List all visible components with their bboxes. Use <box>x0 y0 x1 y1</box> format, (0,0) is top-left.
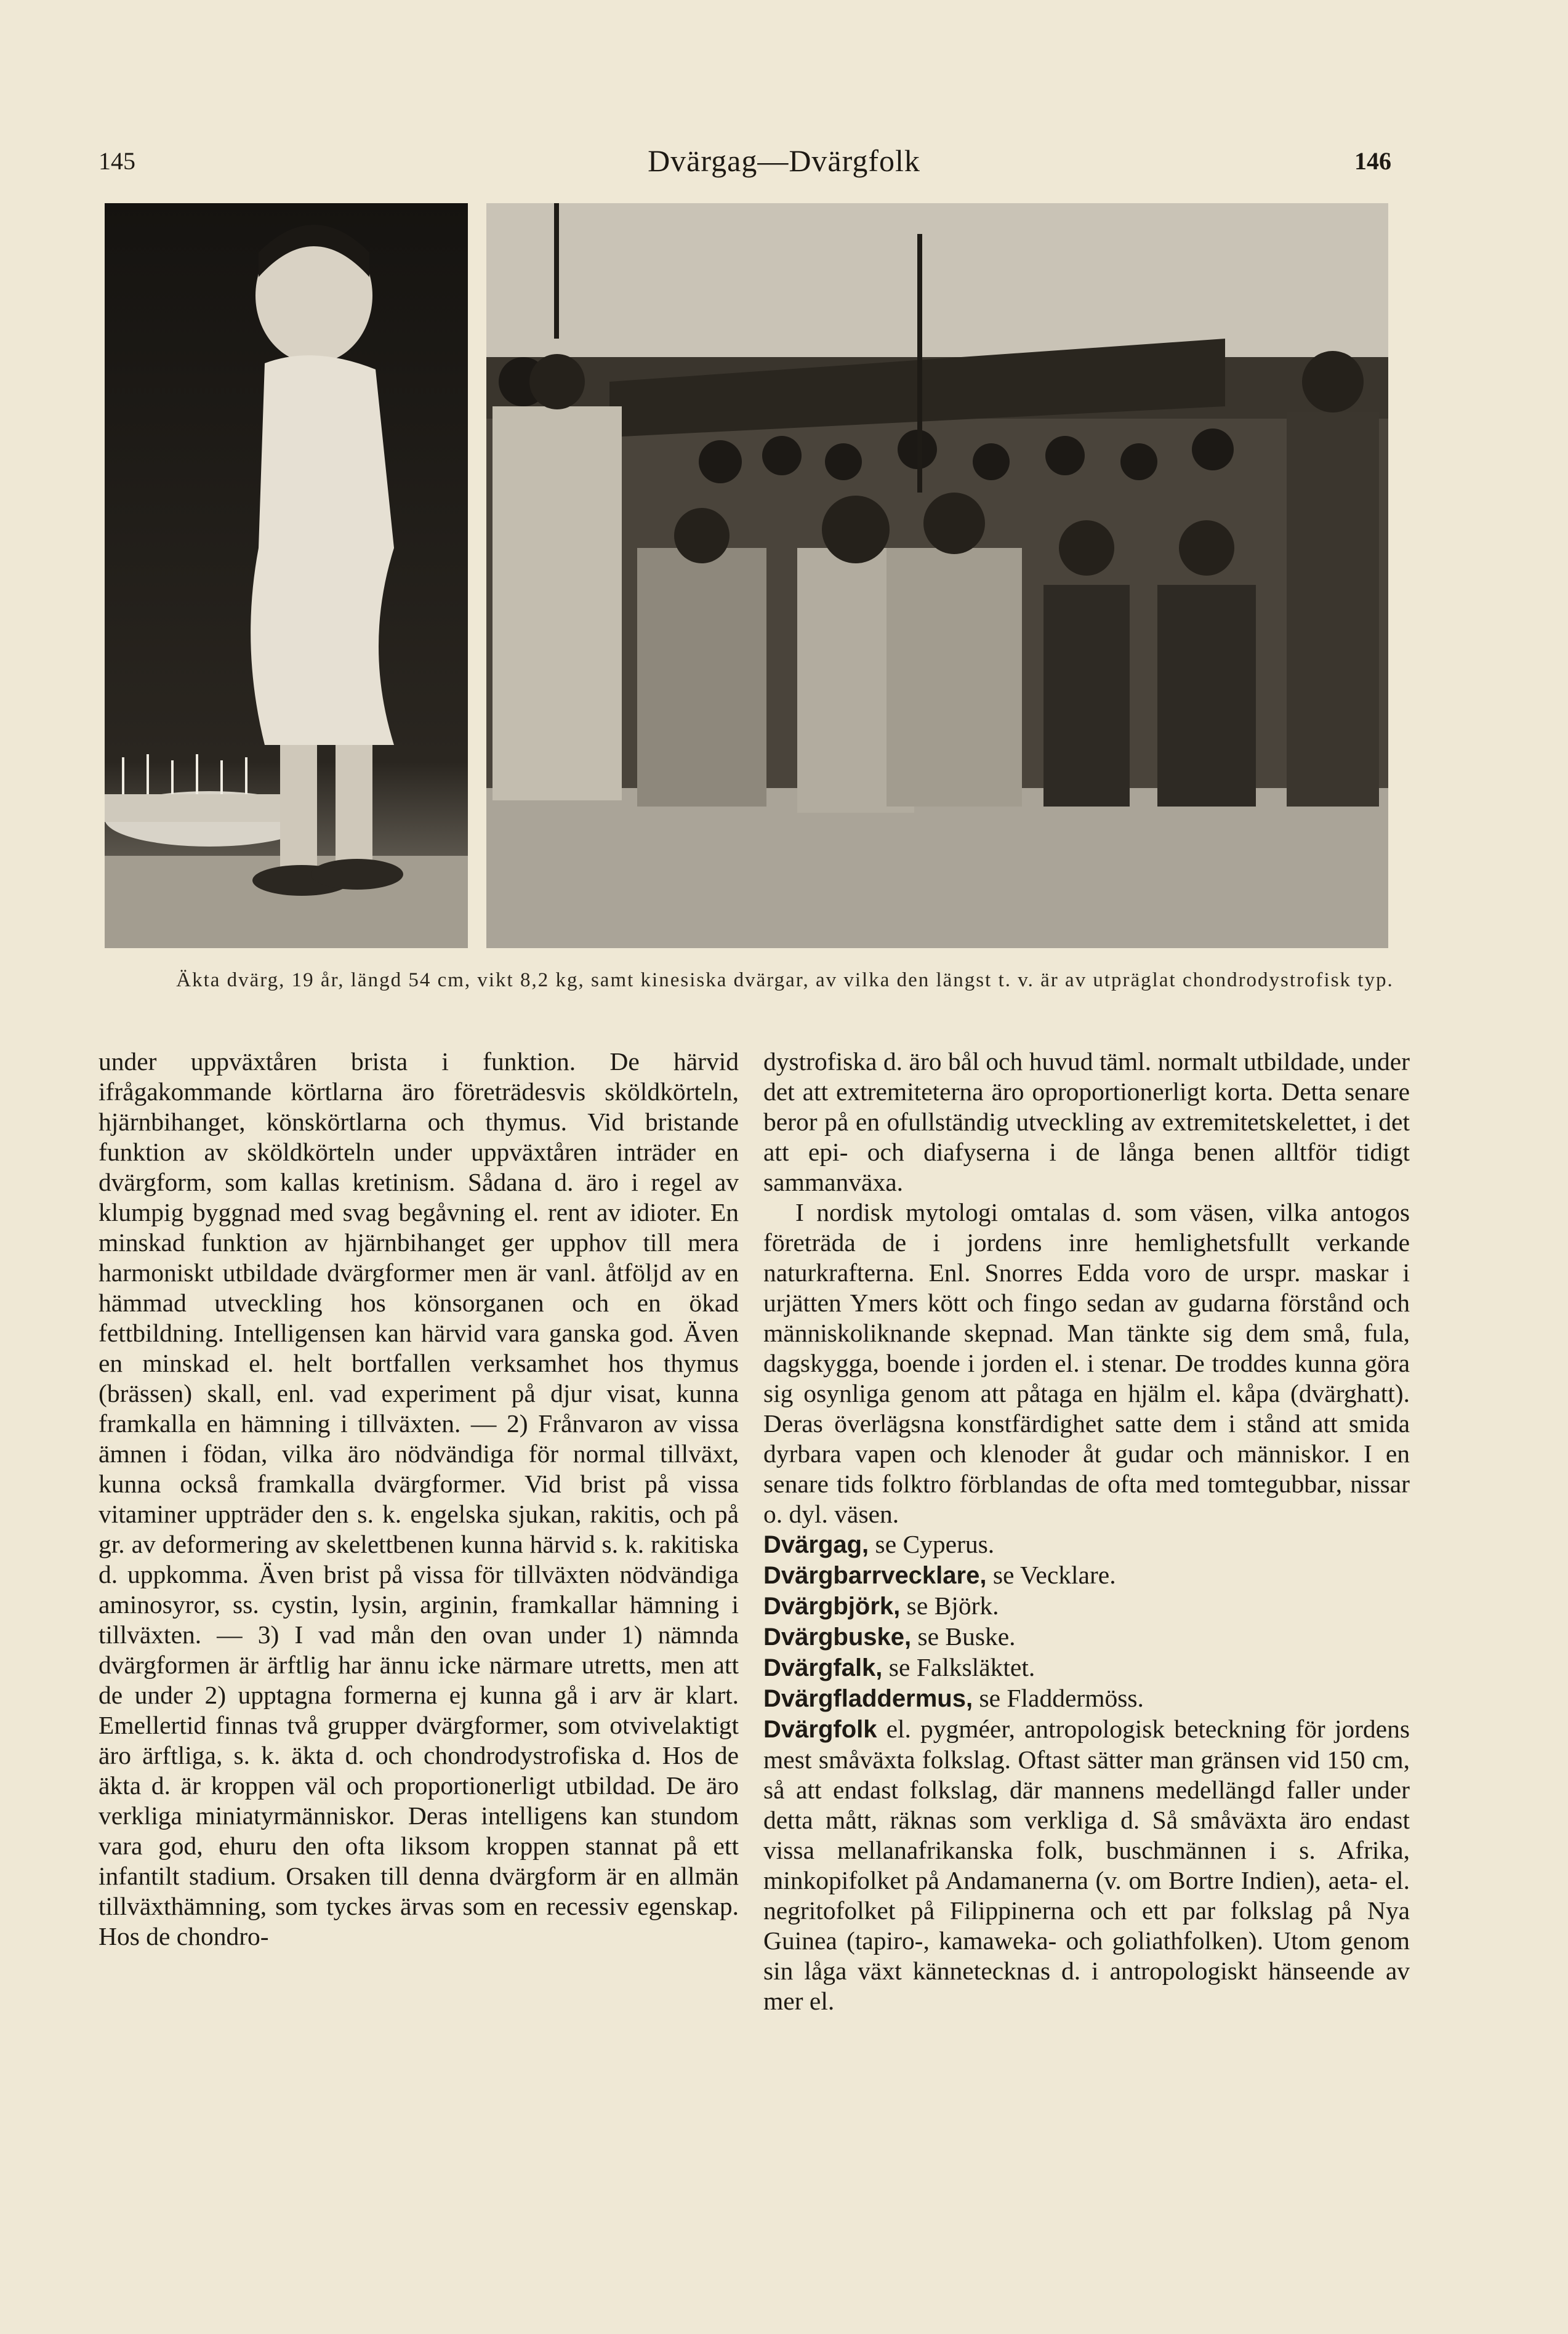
figure-caption: Äkta dvärg, 19 år, längd 54 cm, vikt 8,2 kg, samt kinesiska dvärgar, av vilka den längst t. v. är av utpräglat chondrodystrofisk typ. <box>176 969 1394 991</box>
right-paragraph-2: I nordisk mytologi omtalas d. som väsen, vilka antogos företräda de i jordens inre hemlighetsfullt verkande naturkrafterna. Enl. Snorres Edda voro de urspr. maskar i urjätten Ymers kött och fingo sedan av gudarna förstånd och människoliknande skepnad. Man tänkte sig dem små, fula, dagskygga, boende i jorden el. i stenar. De troddes kunna göra sig osynliga genom att påtaga en hjälm el. kåpa (dvärghatt). Deras överlägsna konstfärdighet satte dem i stånd att smida dyrbara vapen och klenoder åt gudar och människor. I en senare tids folktro förblandas de ofta med tomtegubbar, nissar o. dyl. väsen. <box>763 1198 1410 1528</box>
photo-chinese-dwarfs <box>486 203 1388 948</box>
page-number-left: 145 <box>99 147 135 175</box>
entry-head: Dvärgbuske, <box>763 1624 912 1651</box>
entry-dvargag <box>763 1529 1410 1560</box>
entry-text: el. pygméer, antropologisk beteckning för jordens mest småväxta folkslag. Oftast sätter man gränsen vid 150 cm, så att endast folkslag, där mannens medellängd faller under detta mått, räknas som verkliga d. Så småväxta äro endast vissa mellanafrikanska folk, buschmännen i s. Afrika, minkopifolket på Andamanerna (v. om Bortre Indien), aeta- el. negritofolket på Filippinerna och ett par folkslag på Nya Guinea (tapiro-, kamaweka- och goliathfolken). Utom genom sin låga växt kännetecknas d. i antropologiskt hänseende av mer el. <box>763 1715 1410 2015</box>
page-title: Dvärgag—Dvärgfolk <box>648 143 920 178</box>
entry-head: Dvärgfladdermus, <box>763 1685 973 1712</box>
entry-text: se Vecklare. <box>986 1561 1116 1589</box>
page-number-right: 146 <box>1354 147 1391 175</box>
entry-dvargbuske <box>763 1622 1410 1652</box>
entry-text: se Falksläktet. <box>882 1653 1035 1681</box>
entry-dvargfolk <box>763 1714 1410 2016</box>
left-column <box>99 1047 739 1952</box>
entry-text: se Cyperus. <box>869 1530 995 1558</box>
photo-dwarf-girl <box>105 203 468 948</box>
entry-head: Dvärgag, <box>763 1531 869 1558</box>
entry-head: Dvärgfolk <box>763 1716 877 1743</box>
entry-dvargfalk <box>763 1652 1410 1683</box>
entry-head: Dvärgfalk, <box>763 1654 883 1681</box>
entry-text: se Björk. <box>900 1592 999 1620</box>
entry-dvargbjork <box>763 1591 1410 1622</box>
right-paragraph-1: dystrofiska d. äro bål och huvud täml. normalt utbildade, under det att extremiteterna äro oproportionerligt korta. Detta senare beror på en ofullständig utveckling av extremitetskelettet, i det att epi- och diafyserna i de långa benen alltför tidigt sammanväxa. <box>763 1047 1410 1196</box>
entry-dvargbarrvecklare <box>763 1560 1410 1591</box>
entry-head: Dvärgbarrvecklare, <box>763 1562 987 1589</box>
entry-text: se Buske. <box>911 1622 1016 1651</box>
entry-text: se Fladdermöss. <box>973 1684 1144 1712</box>
entry-dvargfladdermus <box>763 1683 1410 1714</box>
entry-head: Dvärgbjörk, <box>763 1593 901 1620</box>
left-column-text: under uppväxtåren brista i funktion. De härvid ifrågakommande körtlarna äro företrädesvis sköldkörteln, hjärnbihanget, könskörtlarna och thymus. Vid bristande funktion av sköldkörteln under uppväxtåren inträder en dvärgform, som kallas kretinism. Sådana d. äro i regel av klumpig byggnad med svag begåvning el. rent av idioter. En minskad funktion av hjärnbihanget ger upphov till mera harmoniskt utbildade dvärgformer men är vanl. åtföljd av en hämmad utveckling hos könsorganen och en ökad fettbildning. Intelligensen kan härvid vara ganska god. Även en minskad el. helt bortfallen verksamhet hos thymus (brässen) skall, enl. vad experiment på djur visat, kunna framkalla en hämning i tillväxten. — 2) Frånvaron av vissa ämnen i födan, vilka äro nödvändiga för normal tillväxt, kunna också framkalla dvärgformer. Vid brist på vissa vitaminer uppträder den s. k. engelska sjukan, rakitis, och på gr. av deformering av skelettbenen kunna härvid s. k. rakitiska d. uppkomma. Även brist på vissa för tillväxten nödvändiga aminosyror, ss. cystin, lysin, arginin, framkallar hämning i tillväxten. — 3) I vad mån den ovan under 1) nämnda dvärgformen är ärftlig har ännu icke närmare utretts, men att de under 2) upptagna formerna ej kunna gå i arv är klart. Emellertid finnas två grupper dvärgformer, som otvivelaktigt äro ärftliga, s. k. äkta d. och chondrodystrofiska d. Hos de äkta d. är kroppen väl och proportionerligt utbildad. De äro verkliga miniatyrmänniskor. Deras intelligens kan stundom vara god, ehuru den ofta liksom kroppen stannat på ett infantilt stadium. Orsaken till denna dvärgform är en allmän tillväxthämning, som tyckes ärvas som en recessiv egenskap. Hos de chondro- <box>99 1047 739 1950</box>
right-column <box>763 1047 1410 2016</box>
